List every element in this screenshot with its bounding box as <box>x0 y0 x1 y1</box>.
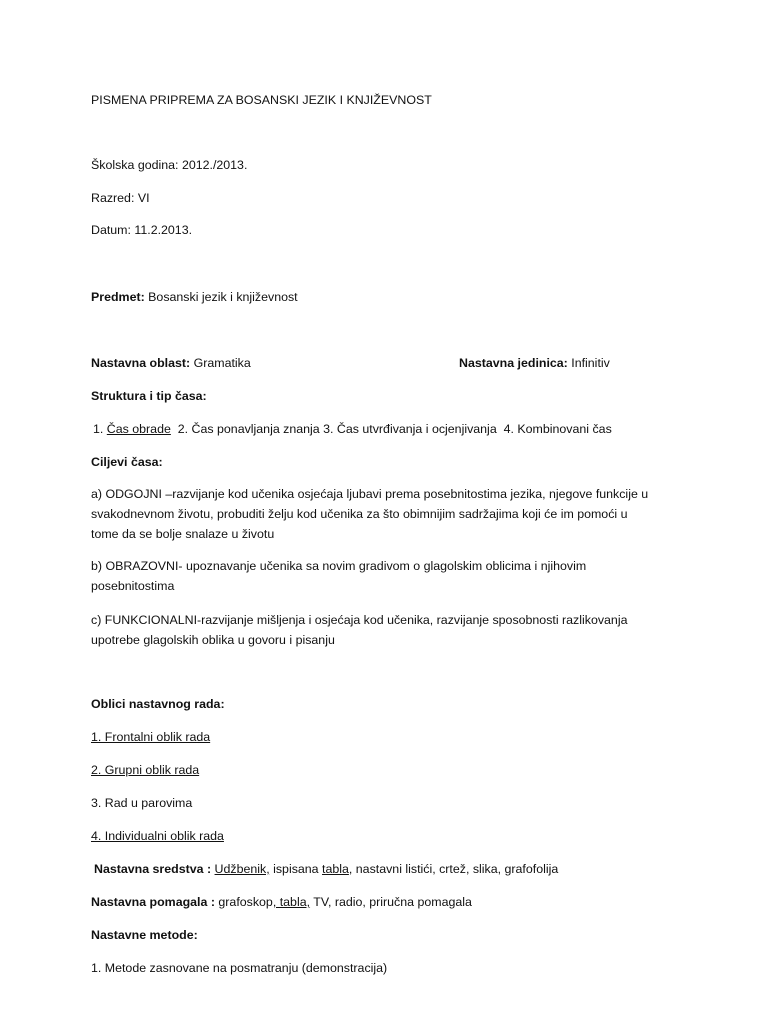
work-forms-heading: Oblici nastavnog rada: <box>91 697 225 711</box>
subject-label: Predmet: <box>91 290 145 304</box>
teaching-aids-line <box>91 894 472 910</box>
methods-heading: Nastavne metode: <box>91 928 198 942</box>
teaching-resources-label: Nastavna sredstva : <box>94 862 212 876</box>
subject-line <box>91 289 298 305</box>
grade-line <box>91 190 150 206</box>
work-form-item-3: 3. Rad u parovima <box>91 796 193 810</box>
lesson-type-number-4: 4. <box>503 422 514 436</box>
lesson-type-number-1: 1. <box>93 422 104 436</box>
goal-a-line-3: tome da se bolje snalaze u životu <box>91 527 275 541</box>
lesson-type-number-2: 2. <box>177 422 189 436</box>
lesson-type-4: Kombinovani čas <box>517 422 612 436</box>
lesson-structure-heading: Struktura i tip časa: <box>91 389 207 403</box>
teaching-unit-value: Infinitiv <box>571 356 610 370</box>
goal-c-line-2: upotrebe glagolskih oblika u govoru i pisanju <box>91 633 335 647</box>
teaching-area-value: Gramatika <box>193 356 251 370</box>
work-form-item-1: 1. Frontalni oblik rada <box>91 730 211 744</box>
goal-b-line-2: posebnitostima <box>91 579 175 593</box>
teaching-aids-label: Nastavna pomagala : <box>91 895 215 909</box>
lesson-type-3: Čas utvrđivanja i ocjenjivanja <box>336 422 497 436</box>
teaching-resources-line <box>94 861 558 877</box>
lesson-types-line <box>93 421 612 437</box>
aid-tabla: , tabla, <box>272 895 311 909</box>
resource-tabla: tabla <box>322 862 349 876</box>
teaching-area-line <box>91 355 251 371</box>
method-item-1: 1. Metode zasnovane na posmatranju (demonstracija) <box>91 961 388 975</box>
grade-value: VI <box>137 191 150 205</box>
school-year-label: Školska godina: <box>91 158 179 172</box>
date-line <box>91 222 192 238</box>
resource-rest: , nastavni listići, crtež, slika, grafofolija <box>348 862 559 876</box>
subject-value: Bosanski jezik i književnost <box>148 290 298 304</box>
lesson-type-1: Čas obrade <box>106 422 171 436</box>
work-form-item-2: 2. Grupni oblik rada <box>91 763 200 777</box>
teaching-unit-line <box>459 355 610 371</box>
school-year-value: 2012./2013. <box>181 158 248 172</box>
goal-c-line-1: c) FUNKCIONALNI-razvijanje mišljenja i osjećaja kod učenika, razvijanje sposobnosti razlikovanja <box>91 613 628 627</box>
goal-a-line-1: a) ODGOJNI –razvijanje kod učenika osjećaja ljubavi prema posebnitostima jezika, njegove funkcije u <box>91 487 649 501</box>
date-value: 11.2.2013. <box>134 223 193 237</box>
school-year-line <box>91 157 247 173</box>
date-label: Datum: <box>91 223 131 237</box>
goal-b-line-1: b) OBRAZOVNI- upoznavanje učenika sa novim gradivom o glagolskim oblicima i njihovim <box>91 559 587 573</box>
resource-ispisana: ispisana <box>273 862 319 876</box>
teaching-area-label: Nastavna oblast: <box>91 356 191 370</box>
grade-label: Razred: <box>91 191 135 205</box>
document-title: PISMENA PRIPREMA ZA BOSANSKI JEZIK I KNJIŽEVNOST <box>91 93 432 107</box>
lesson-type-number-3: 3. <box>323 422 334 436</box>
goals-heading: Ciljevi časa: <box>91 455 163 469</box>
aid-rest: TV, radio, priručna pomagala <box>313 895 472 909</box>
aid-grafoskop: grafoskop <box>218 895 273 909</box>
resource-udzbenik: Udžbenik, <box>214 862 270 876</box>
lesson-type-2: Čas ponavljanja znanja <box>191 422 320 436</box>
teaching-unit-label: Nastavna jedinica: <box>459 356 568 370</box>
goal-a-line-2: svakodnevnom životu, probuditi želju kod učenika za što obimnijim sadržajima koji će im pomoći u <box>91 507 628 521</box>
work-form-item-4: 4. Individualni oblik rada <box>91 829 224 843</box>
